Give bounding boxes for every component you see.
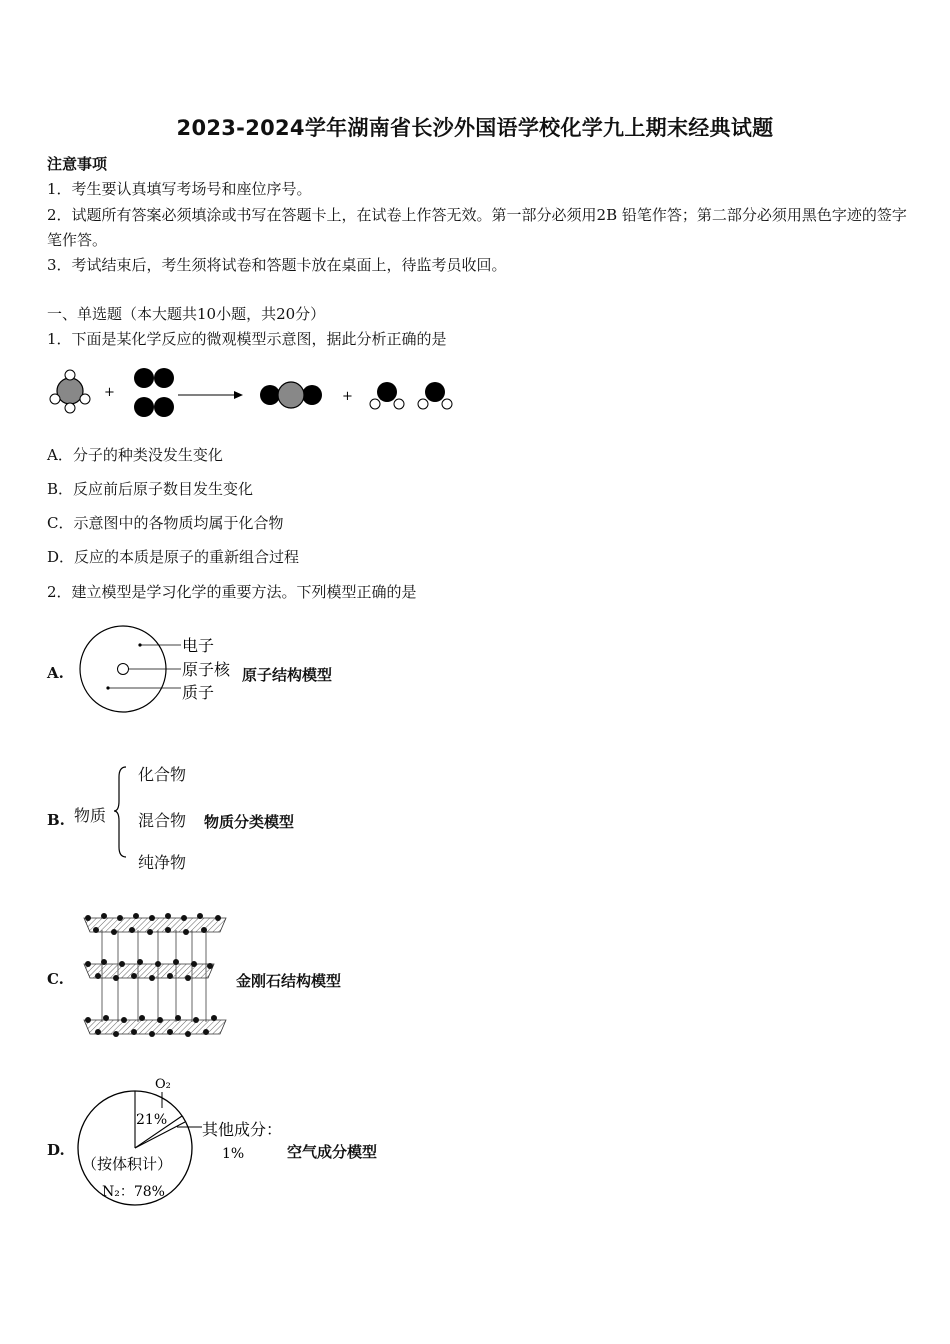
label-volume-basis: （按体积计） (82, 1155, 173, 1173)
q2-d-caption: 空气成分模型 (287, 1143, 378, 1161)
reactant-molecule-1 (50, 370, 90, 413)
notice-item-1: 1．考生要认真填写考场号和座位序号。 (47, 180, 312, 198)
layer-top (84, 913, 226, 935)
section-heading: 一、单选题（本大题共10小题，共20分） (47, 305, 326, 323)
layer-middle (84, 959, 214, 981)
q1-option-d: D．反应的本质是原子的重新组合过程 (47, 548, 300, 566)
reactant-molecule-2 (134, 368, 174, 417)
plus-sign-2: + (342, 389, 353, 404)
notice-heading: 注意事项 (47, 155, 108, 173)
product-molecule-2 (370, 382, 452, 409)
notice-item-2: 2．试题所有答案必须填涂或书写在答题卡上，在试卷上作答无效。第一部分必须用2B 铅笔作答；第二部分必须用黑色字迹的签字笔作答。 (47, 206, 907, 249)
product-molecule-1 (260, 382, 322, 408)
label-n2: N₂：78% (102, 1184, 165, 1200)
q2-d-letter: D. (47, 1141, 65, 1159)
label-electron: 电子 (182, 636, 215, 655)
label-substance: 物质 (74, 806, 107, 825)
atom-structure-diagram (75, 624, 250, 716)
notice-item-3: 3．考试结束后，考生须将试卷和答题卡放在桌面上，待监考员收回。 (47, 256, 507, 274)
label-other-percent: 1% (222, 1146, 245, 1162)
classification-brace (112, 763, 132, 863)
reaction-arrow (234, 391, 243, 399)
air-composition-pie (74, 1072, 284, 1214)
q1-option-a: A．分子的种类没发生变化 (47, 446, 223, 464)
label-nucleus: 原子核 (182, 660, 231, 679)
q1-stem: 1．下面是某化学反应的微观模型示意图，据此分析正确的是 (47, 330, 447, 348)
layered-structure-diagram (80, 906, 230, 1041)
q1-option-b: B．反应前后原子数目发生变化 (47, 480, 254, 498)
q2-c-caption: 金刚石结构模型 (236, 972, 342, 990)
q2-b-caption: 物质分类模型 (204, 813, 295, 831)
q2-a-letter: A. (47, 664, 64, 682)
q1-option-c: C．示意图中的各物质均属于化合物 (47, 514, 284, 532)
q2-stem: 2．建立模型是学习化学的重要方法。下列模型正确的是 (47, 583, 417, 601)
label-o2-percent: 21% (136, 1112, 168, 1128)
label-pure-substance: 纯净物 (138, 853, 187, 872)
reaction-diagram (40, 362, 470, 424)
label-other: 其他成分： (202, 1120, 283, 1139)
label-proton: 质子 (182, 683, 215, 702)
q2-c-letter: C. (47, 970, 64, 988)
q2-b-letter: B. (47, 811, 65, 829)
page-title: 2023-2024学年湖南省长沙外国语学校化学九上期末经典试题 (176, 116, 774, 140)
layer-bottom (84, 1015, 226, 1037)
label-compound: 化合物 (138, 765, 187, 784)
label-o2: O₂ (155, 1077, 171, 1092)
q2-a-caption: 原子结构模型 (242, 666, 333, 684)
label-mixture: 混合物 (138, 811, 187, 830)
plus-sign-1: + (104, 385, 115, 400)
